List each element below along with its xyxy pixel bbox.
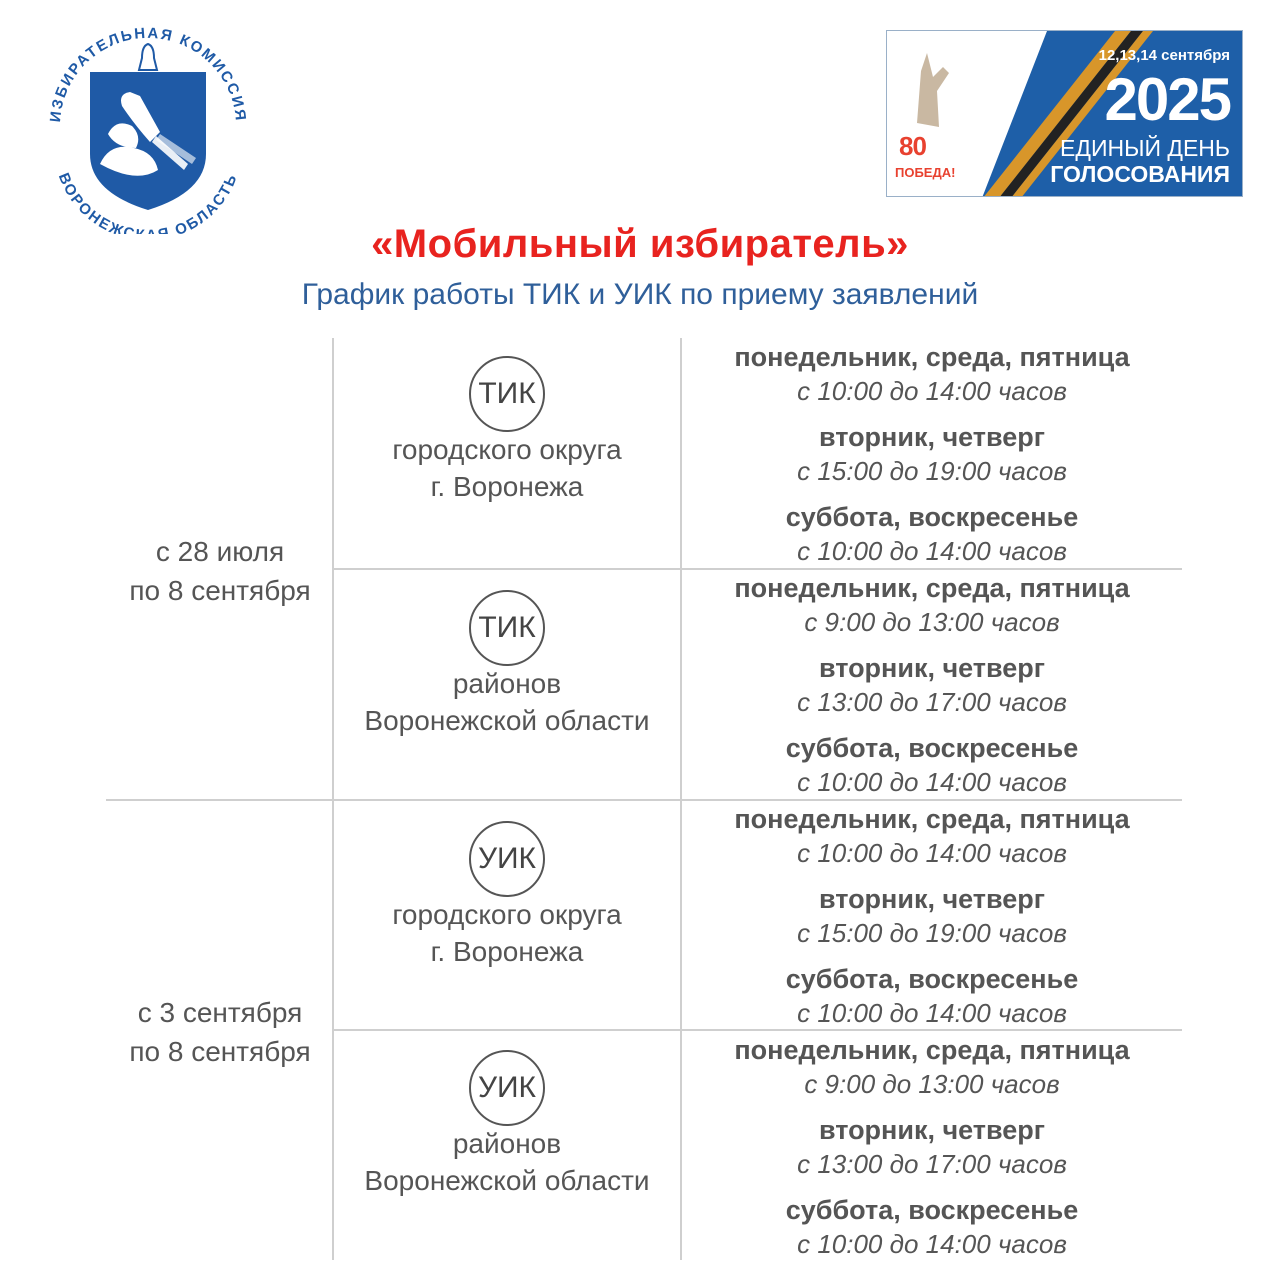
schedule-days: суббота, воскресенье — [785, 964, 1079, 994]
schedule-slot — [682, 882, 1182, 962]
schedule-hours: с 13:00 до 17:00 часов — [797, 687, 1067, 717]
schedule-slot — [682, 1033, 1182, 1113]
commission-block — [334, 1050, 680, 1200]
schedule-hours: с 10:00 до 14:00 часов — [797, 1229, 1067, 1259]
schedule-slot — [682, 651, 1182, 731]
schedule-slot — [682, 802, 1182, 882]
commission-name-line1: районов — [452, 1128, 562, 1159]
period-start: с 28 июля — [155, 536, 285, 567]
schedule-slot — [682, 571, 1182, 651]
banner-line1: ЕДИНЫЙ ДЕНЬ — [1060, 135, 1230, 161]
schedule-hours: с 10:00 до 14:00 часов — [797, 767, 1067, 797]
election-commission-logo — [38, 14, 258, 234]
schedule-hours: с 13:00 до 17:00 часов — [797, 1149, 1067, 1179]
schedule-days: понедельник, среда, пятница — [734, 573, 1130, 603]
schedule-hours: с 10:00 до 14:00 часов — [797, 536, 1067, 566]
schedule-hours: с 10:00 до 14:00 часов — [797, 376, 1067, 406]
commission-badge: ТИК — [469, 590, 545, 666]
schedule-days: вторник, четверг — [818, 884, 1046, 914]
schedule-days: вторник, четверг — [818, 422, 1046, 452]
banner-dates: 12,13,14 сентября — [1098, 47, 1230, 64]
schedule-slot — [682, 500, 1182, 580]
voting-day-banner — [886, 30, 1243, 197]
schedule-hours: с 15:00 до 19:00 часов — [797, 918, 1067, 948]
period-end: по 8 сентября — [129, 1036, 311, 1067]
commission-block — [334, 590, 680, 740]
schedule-days: суббота, воскресенье — [785, 1195, 1079, 1225]
commission-block — [334, 821, 680, 971]
commission-name-line2: Воронежской области — [364, 1165, 650, 1196]
commission-badge: УИК — [469, 821, 545, 897]
commission-name-line2: г. Воронежа — [430, 471, 584, 502]
commission-name-line1: городского округа — [392, 434, 622, 465]
commission-block — [334, 356, 680, 506]
logo-text-top: ИЗБИРАТЕЛЬНАЯ КОМИССИЯ — [46, 24, 250, 124]
period-label — [108, 993, 332, 1071]
page-title: «Мобильный избиратель» — [371, 222, 909, 266]
schedule-list — [682, 1033, 1182, 1273]
schedule-slot — [682, 420, 1182, 500]
schedule-hours: с 10:00 до 14:00 часов — [797, 998, 1067, 1028]
schedule-hours: с 15:00 до 19:00 часов — [797, 456, 1067, 486]
schedule-list — [682, 802, 1182, 1042]
schedule-days: понедельник, среда, пятница — [734, 342, 1130, 372]
commission-name-line2: г. Воронежа — [430, 936, 584, 967]
schedule-days: суббота, воскресенье — [785, 733, 1079, 763]
schedule-slot — [682, 1193, 1182, 1273]
victory-label: ПОБЕДА! — [895, 165, 956, 180]
victory-80-number: 80 — [899, 131, 926, 161]
period-start: с 3 сентября — [137, 997, 303, 1028]
commission-badge: ТИК — [469, 356, 545, 432]
schedule-days: вторник, четверг — [818, 1115, 1046, 1145]
schedule-slot — [682, 731, 1182, 811]
schedule-days: понедельник, среда, пятница — [734, 1035, 1130, 1065]
commission-name-line1: районов — [452, 668, 562, 699]
page-subtitle: График работы ТИК и УИК по приему заявлений — [301, 278, 979, 311]
banner-line2: ГОЛОСОВАНИЯ — [1050, 161, 1230, 187]
schedule-days: вторник, четверг — [818, 653, 1046, 683]
schedule-hours: с 9:00 до 13:00 часов — [804, 1069, 1060, 1099]
schedule-hours: с 10:00 до 14:00 часов — [797, 838, 1067, 868]
schedule-slot — [682, 1113, 1182, 1193]
schedule-slot — [682, 340, 1182, 420]
logo-text-bottom: ВОРОНЕЖС Я ОБЛАСТЬ — [54, 170, 242, 234]
period-label — [108, 532, 332, 610]
schedule-days: суббота, воскресенье — [785, 502, 1079, 532]
banner-year: 2025 — [1104, 66, 1230, 133]
schedule-list — [682, 571, 1182, 811]
commission-name-line1: городского округа — [392, 899, 622, 930]
schedule-slot — [682, 962, 1182, 1042]
period-end: по 8 сентября — [129, 575, 311, 606]
commission-name-line2: Воронежской области — [364, 705, 650, 736]
schedule-list — [682, 340, 1182, 580]
commission-badge: УИК — [469, 1050, 545, 1126]
schedule-days: понедельник, среда, пятница — [734, 804, 1130, 834]
schedule-hours: с 9:00 до 13:00 часов — [804, 607, 1060, 637]
